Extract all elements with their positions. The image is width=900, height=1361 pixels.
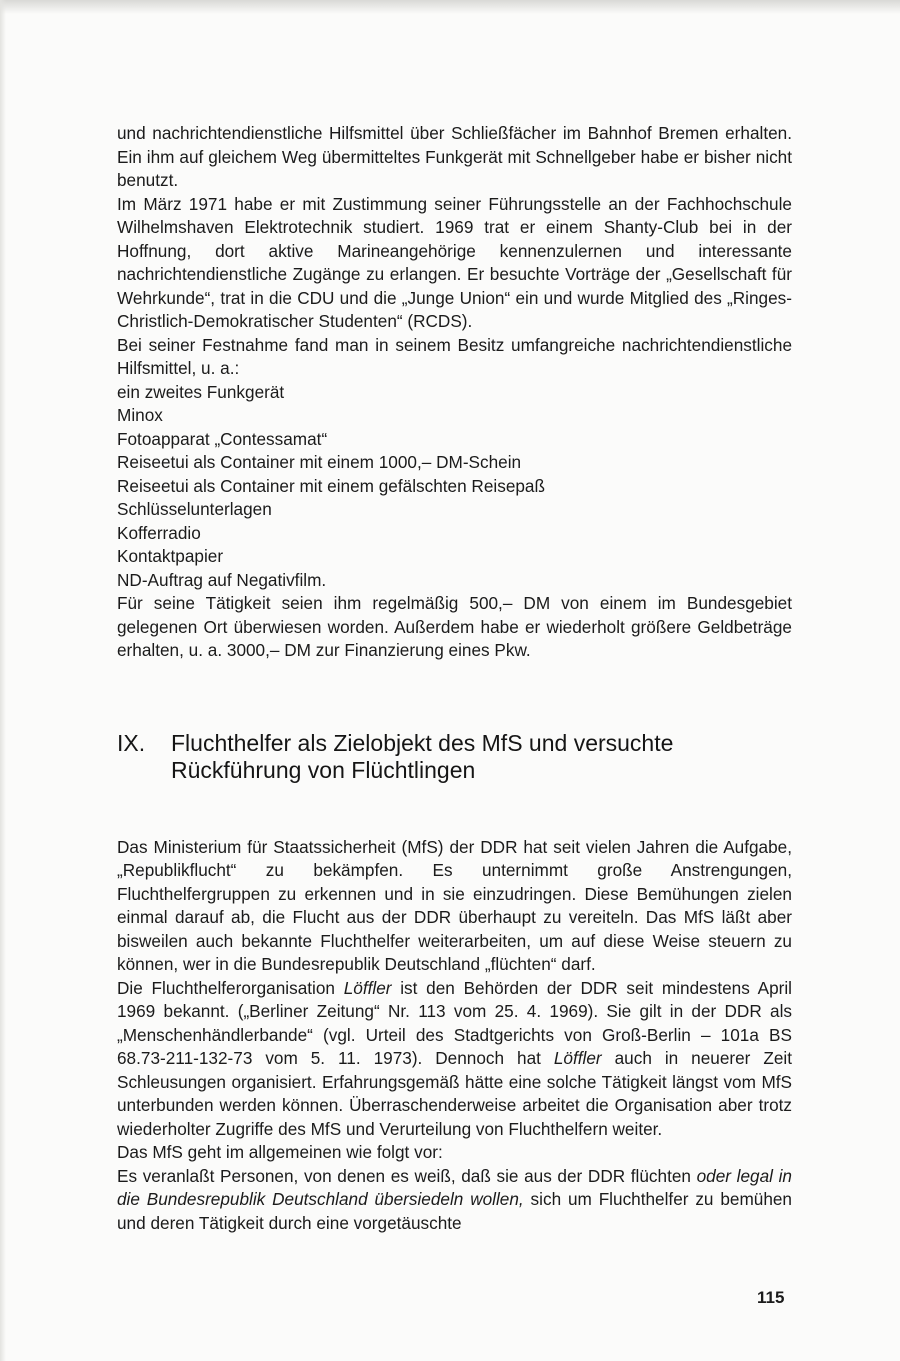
hilfsmittel-list [117,381,792,593]
page-body [117,122,792,1235]
section-title-line-1: Fluchthelfer als Zielobjekt des MfS und versuchte [171,729,674,756]
text-run: Die Fluchthelferorganisation [117,977,344,998]
list-item: Kofferradio [117,522,201,543]
paragraph-festnahme: Bei seiner Festnahme fand man in seinem Besitz umfangreiche nachrichtendienstliche Hilfsmittel, u. a.: [117,334,792,378]
paragraph-schliessfaecher: und nachrichtendienstliche Hilfsmittel über Schließfächer im Bahnhof Bremen erhalten. Ein ihm auf gleichem Weg übermitteltes Funkgerät mit Schnellgeber habe er bisher nicht benutzt. [117,123,792,190]
heading-spacer [117,784,792,836]
organisation-name: Löffler [553,1048,602,1068]
text-run: ist den Behörden der DDR seit mindestens April 1969 bekannt. („Berliner Zeitung“ Nr. 113 vom 25. 4. 1969). Sie gilt in der DDR als „Menschenhändlerbande“ (vgl. Urteil des Stadtgerichts von Groß-Berlin – 101a BS 68.73-211-132-73 vom 5. 11. 1973). Dennoch hat [117,977,792,1068]
italic-text-run: oder legal in die Bundesrepublik Deutschland übersiedeln wollen, [117,1165,792,1209]
paragraph-mfs-aufgabe: Das Ministerium für Staatssicherheit (MfS) der DDR hat seit vielen Jahren die Aufgabe, „Republikflucht“ zu bekämpfen. Es unternimmt große Anstrengungen, Fluchthelfergruppen zu erkennen und in sie einzudringen. Diese Bemühungen zielen einmal darauf ab, die Flucht aus der DDR überhaupt zu vereiteln. Das MfS läßt aber bisweilen auch bekannte Fluchthelfer weiterarbeiten, um auf diese Weise steuern zu können, wer in die Bundesrepublik Deutschland „flüchten“ darf. [117,836,792,974]
section-heading [117,730,792,784]
paragraph-vorgehen: Das MfS geht im allgemeinen wie folgt vor: [117,1142,443,1162]
list-item: Schlüsselunterlagen [117,499,272,519]
page-top-shadow [0,0,900,14]
text-run: Es veranlaßt Personen, von denen es weiß, daß sie aus der DDR flüchten [117,1165,697,1186]
text-run: sich um Fluchthelfer zu bemühen und deren Tätigkeit durch eine vorgetäuschte [117,1189,792,1233]
page-left-shadow [0,0,6,1361]
page-number: 115 [757,1288,785,1307]
paragraph-loeffler [117,977,792,1142]
section-title-line-2: Rückführung von Flüchtlingen [171,756,476,783]
text-run: auch in neuerer Zeit Schleusungen organisiert. Erfahrungsgemäß hätte eine solche Tätigkeit längst vom MfS unterbunden werden können. Überraschenderweise arbeitet die Organisation aber trotz wiederholter Zugriffe des MfS und Verurteilung von Fluchthelfern weiter. [117,1048,792,1139]
section-number: IX. [117,729,146,756]
paragraph-studium: Im März 1971 habe er mit Zustimmung seiner Führungsstelle an der Fachhochschule Wilhelmshaven Elektrotechnik studiert. 1969 trat er einem Shanty-Club bei in der Hoffnung, dort aktive Marineangehörige kennenzulernen und interessante nachrichtendienstliche Zugänge zu erlangen. Er besuchte Vorträge der „Gesellschaft für Wehrkunde“, trat in die CDU und die „Junge Union“ ein und wurde Mitglied des „Ringes-Christlich-Demokratischer Studenten“ (RCDS). [117,193,792,331]
organisation-name: Löffler [343,977,392,998]
section-title [171,730,792,784]
list-item: Minox [117,405,163,425]
list-item: ein zweites Funkgerät [117,381,285,402]
list-item: Fotoapparat „Contessamat“ [117,428,328,449]
paragraph-veranlassung [117,1165,792,1236]
list-item: Kontaktpapier [117,546,224,566]
list-item: ND-Auftrag auf Negativfilm. [117,569,327,590]
list-item: Reiseetui als Container mit einem gefälschten Reisepaß [117,475,545,496]
paragraph-bezahlung: Für seine Tätigkeit seien ihm regelmäßig 500,– DM von einem im Bundesgebiet gelegenen Ort überwiesen worden. Außerdem habe er wiederholt größere Geldbeträge erhalten, u. a. 3000,– DM zur Finanzierung eines Pkw. [117,593,792,660]
list-item: Reiseetui als Container mit einem 1000,– DM-Schein [117,452,522,472]
